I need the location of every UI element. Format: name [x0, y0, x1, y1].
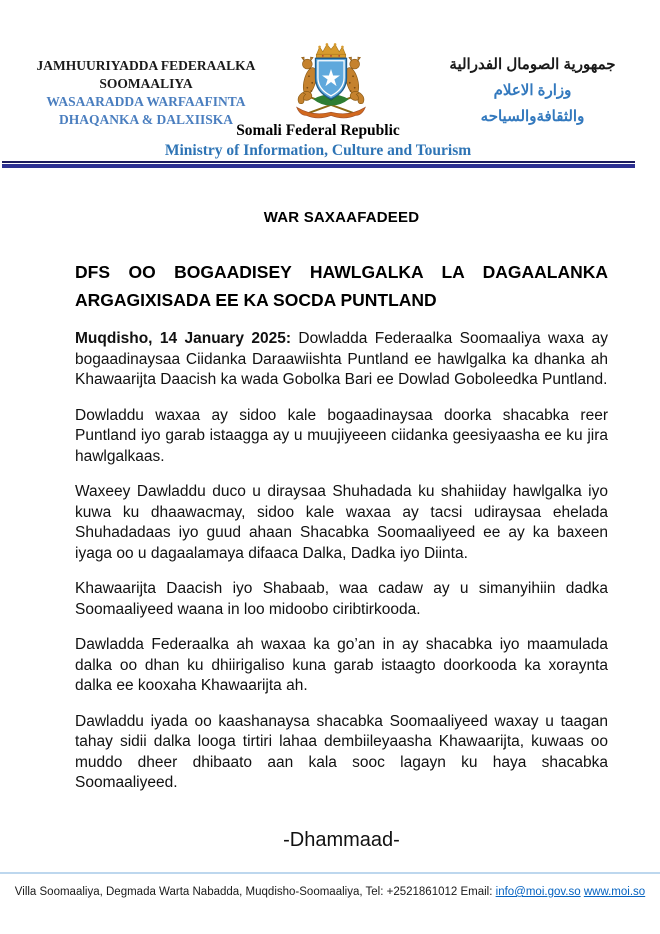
republic-name-line1: JAMHUURIYADDA FEDERAALKA — [36, 58, 256, 73]
arabic-republic-name: جمهورية الصومال الفدرالية — [449, 56, 616, 73]
paragraph-1 — [75, 329, 608, 391]
arabic-ministry-line1: وزارة الاعلام — [493, 82, 572, 99]
republic-name-line2: SOOMAALIYA — [99, 76, 193, 91]
letterhead-arabic-block — [425, 52, 640, 130]
footer-email-link[interactable]: info@moi.gov.so — [495, 886, 581, 898]
paragraph-3: Waxeey Dawladdu duco u diraysaa Shuhadada ku shahiiday hawlgalka iyo kuwa ku dhaawacmay, sidoo kale waxaa ay tacsi udiraysaa ehelada Shuhadadaas iyo guud ahaan Shacabka Soomaaliyeed ee ay ka baxeen iyaga oo u dagaalamaya difaaca Dalka, Dadka iyo Diinta. — [75, 483, 608, 562]
footer-divider — [0, 872, 660, 874]
paragraph-4: Khawaarijta Daacish iyo Shabaab, waa cadaw ay u simanyihiin dadka Soomaaliyeed waana in loo midoobo ciribtirkooda. — [75, 580, 608, 618]
dateline: Muqdisho, 14 January 2025: — [75, 330, 291, 347]
press-release-body — [75, 209, 608, 852]
headline: DFS OO BOGAADISEY HAWLGALKA LA DAGAALANKA ARGAGIXISADA EE KA SOCDA PUNTLAND — [75, 262, 608, 310]
header-divider — [2, 161, 635, 168]
footer-address: Villa Soomaaliya, Degmada Warta Nabadda, Muqdisho-Soomaaliya, Tel: +2521861012 Email: — [14, 886, 493, 898]
letterhead — [0, 0, 660, 169]
footer — [0, 886, 660, 898]
press-release-kicker: WAR SAXAAFADEED — [263, 209, 420, 226]
paragraph-1-text: Dowladda Federaalka Soomaaliya waxa ay bogaadinaysaa Ciidanka Daraawiishta Puntland ee hawlgalka ka dhanka ah Khawaarijta Daacish ka wada Gobolka Bari ee Dowlad Goboleedka Puntland. — [75, 330, 608, 388]
arabic-ministry-line2: والثقافةوالسياحه — [480, 108, 585, 125]
letterhead-somali-block — [28, 57, 264, 129]
somalia-coat-of-arms-icon — [281, 42, 381, 122]
paragraph-2: Dowladdu waxaa ay sidoo kale bogaadinaysaa doorka shacabka reer Puntland iyo garab istaagga ay u muujiyeeen ciidanka geesiyaasha ee ku jira hawlgalkaas. — [75, 406, 608, 465]
paragraph-5: Dawladda Federaalka ah waxaa ka go’an in ay shacabka iyo maamulada dalka oo dhan ku dhiirigaliso kuna garab istaagto doorkooda ka xoraynta dalka ee kooxaha Khawaarijta ah. — [75, 636, 608, 694]
footer-website-link[interactable]: www.moi.so — [583, 886, 646, 898]
paragraph-6: Dawladdu iyada oo kaashanaysa shacabka Soomaaliyeed waxay u taagan tahay sidii dalka looga tirtiri lahaa dembiileyaasha Khawaarijta, kuwaas oo muddo dheer dhibaato aan kala sooc lagayn ku haya shacabka Soomaaliyeed. — [75, 712, 608, 791]
ministry-name-line1: WASAARADDA WARFAAFINTA — [46, 94, 246, 109]
ministry-name-line2: DHAQANKA & DALXIISKA — [58, 112, 234, 127]
header-divider-thick-line — [2, 164, 635, 168]
closing-line: -Dhammaad- — [283, 828, 400, 851]
ministry-title: Ministry of Information, Culture and Tourism — [164, 142, 472, 159]
country-title: Somali Federal Republic — [236, 122, 400, 139]
